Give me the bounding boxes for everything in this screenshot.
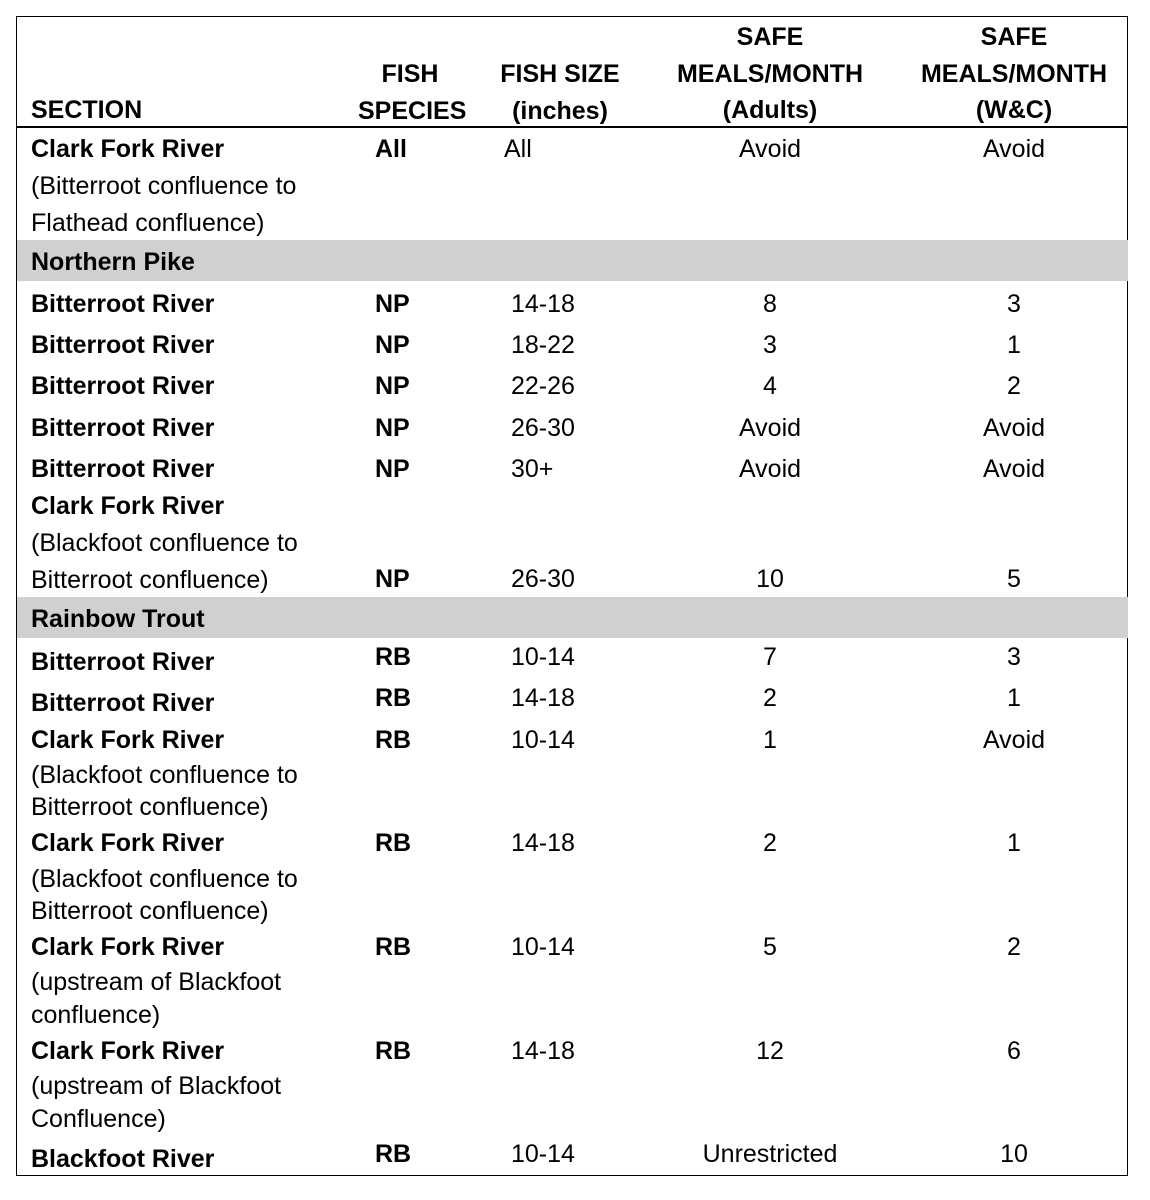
species-cell: NP: [375, 414, 410, 442]
species-cell: NP: [375, 565, 410, 593]
adults-cell: 2: [763, 684, 777, 712]
size-cell: 14-18: [511, 684, 575, 712]
adults-cell: 2: [763, 829, 777, 857]
header-adults: SAFE MEALS/MONTH (Adults): [676, 23, 864, 124]
header-rule: [16, 126, 1128, 128]
section-name: Bitterroot River: [31, 290, 215, 318]
wc-cell: 1: [1007, 684, 1021, 712]
species-cell: RB: [375, 1037, 412, 1065]
group-title: Rainbow Trout: [31, 605, 205, 633]
section-name: Bitterroot River: [31, 331, 215, 359]
size-cell: 18-22: [511, 331, 575, 359]
section-name: Clark Fork River: [31, 829, 225, 857]
species-cell: RB: [375, 643, 412, 671]
wc-cell: 3: [1007, 643, 1021, 671]
species-cell: NP: [375, 372, 410, 400]
size-cell: 30+: [511, 455, 554, 483]
size-cell: 14-18: [511, 829, 575, 857]
adults-cell: 1: [763, 726, 777, 754]
section-name: Bitterroot River: [31, 372, 215, 400]
size-cell: 10-14: [511, 726, 575, 754]
wc-cell: Avoid: [982, 414, 1046, 442]
wc-cell: 5: [1007, 565, 1021, 593]
section-detail: (Blackfoot confluence to: [31, 865, 298, 893]
species-cell: RB: [375, 1140, 412, 1168]
section-name: Clark Fork River: [31, 933, 225, 961]
species-cell: NP: [375, 331, 410, 359]
section-name: Clark Fork River: [31, 726, 225, 754]
section-detail: (upstream of Blackfoot: [31, 1072, 282, 1100]
adults-cell: Avoid: [738, 455, 802, 483]
section-detail: Bitterroot confluence): [31, 897, 269, 925]
adults-cell: 3: [763, 331, 777, 359]
section-detail: Bitterroot confluence): [31, 566, 269, 594]
header-wc: SAFE MEALS/MONTH (W&C): [920, 23, 1108, 124]
section-name: Bitterroot River: [31, 414, 215, 442]
section-name: Bitterroot River: [31, 648, 215, 676]
section-name: Bitterroot River: [31, 455, 215, 483]
adults-cell: 8: [763, 290, 777, 318]
section-name: Clark Fork River: [31, 1037, 225, 1065]
header-size: FISH SIZE (inches): [500, 60, 620, 125]
section-detail: (Blackfoot confluence to: [31, 761, 298, 789]
wc-cell: Avoid: [982, 726, 1046, 754]
section-name: Blackfoot River: [31, 1145, 215, 1173]
size-cell: All: [504, 135, 532, 163]
adults-cell: 10: [756, 565, 784, 593]
section-detail: (Blackfoot confluence to: [31, 529, 298, 557]
section-detail: confluence): [31, 1001, 161, 1029]
size-cell: 26-30: [511, 565, 575, 593]
size-cell: 14-18: [511, 1037, 575, 1065]
adults-cell: Avoid: [738, 135, 802, 163]
section-detail: Bitterroot confluence): [31, 793, 269, 821]
wc-cell: 6: [1007, 1037, 1021, 1065]
section-detail: (upstream of Blackfoot: [31, 968, 282, 996]
size-cell: 10-14: [511, 933, 575, 961]
adults-cell: 5: [763, 933, 777, 961]
size-cell: 26-30: [511, 414, 575, 442]
wc-cell: Avoid: [982, 135, 1046, 163]
section-detail: (Bitterroot confluence to: [31, 172, 297, 200]
species-cell: RB: [375, 726, 412, 754]
size-cell: 10-14: [511, 643, 575, 671]
section-detail: Confluence): [31, 1105, 166, 1133]
adults-cell: 7: [763, 643, 777, 671]
species-cell: All: [375, 135, 407, 163]
wc-cell: 10: [1000, 1140, 1028, 1168]
header-section: SECTION: [31, 96, 143, 124]
section-name: Clark Fork River: [31, 492, 225, 520]
section-name: Bitterroot River: [31, 689, 215, 717]
wc-cell: 1: [1007, 331, 1021, 359]
wc-cell: 2: [1007, 372, 1021, 400]
section-detail: Flathead confluence): [31, 209, 265, 237]
wc-cell: 2: [1007, 933, 1021, 961]
adults-cell: 12: [756, 1037, 784, 1065]
species-cell: NP: [375, 290, 410, 318]
size-cell: 22-26: [511, 372, 575, 400]
adults-cell: Avoid: [738, 414, 802, 442]
adults-cell: 4: [763, 372, 777, 400]
wc-cell: 3: [1007, 290, 1021, 318]
group-title: Northern Pike: [31, 248, 195, 276]
size-cell: 10-14: [511, 1140, 575, 1168]
adults-cell: Unrestricted: [702, 1140, 838, 1168]
size-cell: 14-18: [511, 290, 575, 318]
species-cell: NP: [375, 455, 410, 483]
species-cell: RB: [375, 933, 412, 961]
header-species: FISH SPECIES: [358, 60, 467, 125]
section-name: Clark Fork River: [31, 135, 225, 163]
species-cell: RB: [375, 684, 412, 712]
wc-cell: 1: [1007, 829, 1021, 857]
wc-cell: Avoid: [982, 455, 1046, 483]
species-cell: RB: [375, 829, 412, 857]
